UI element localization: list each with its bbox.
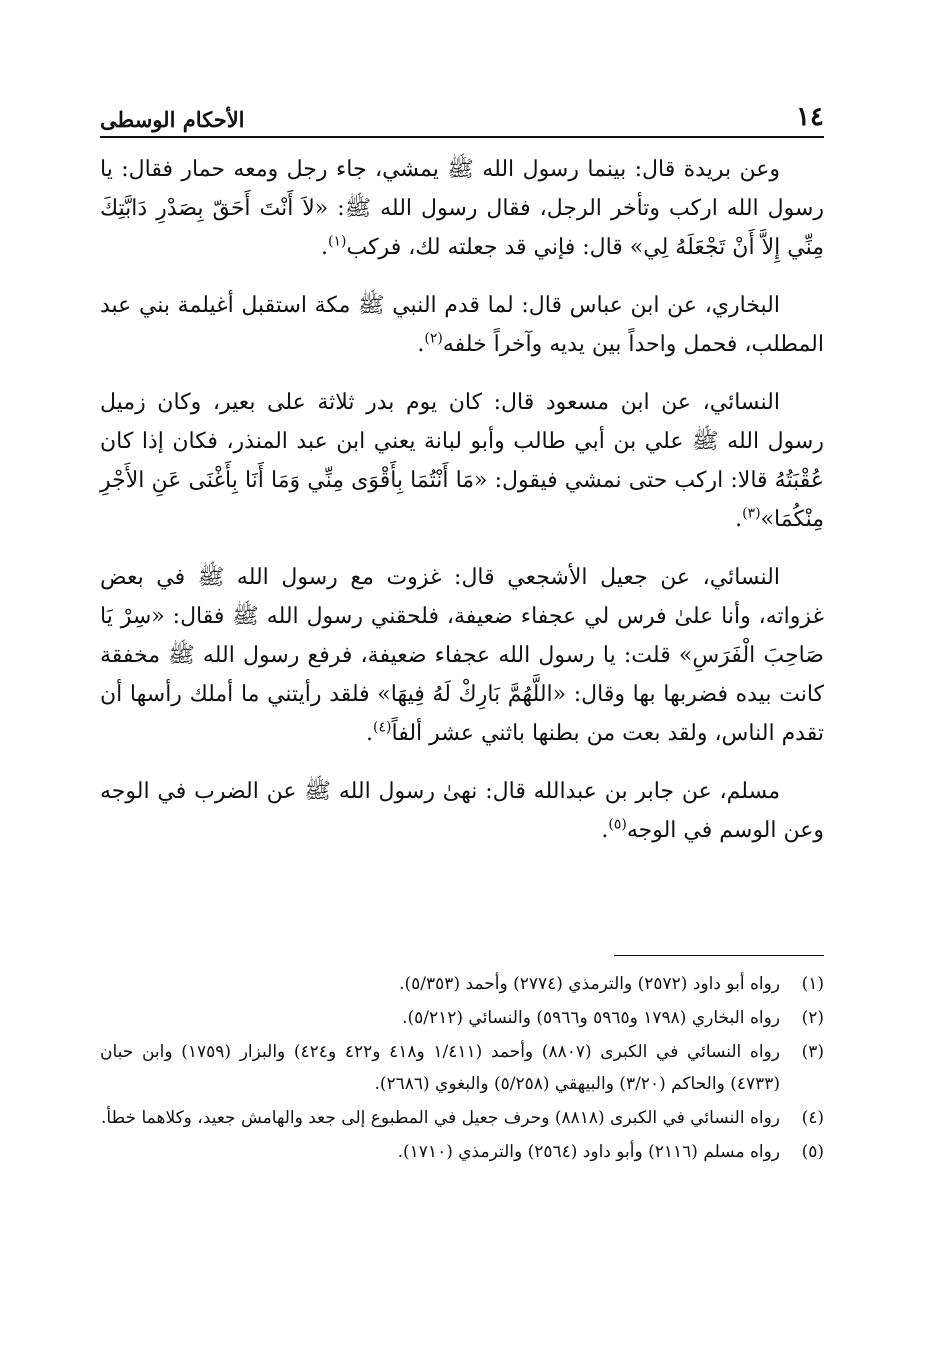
footnote-number: (٣) — [801, 1042, 824, 1062]
footnote-text: رواه البخاري (١٧٩٨ و٥٩٦٥ و٥٩٦٦) والنسائي (٥/٢١٢). — [402, 1008, 780, 1028]
paragraph — [100, 772, 824, 850]
paragraph-text: مسلم، عن جابر بن عبدالله قال: نهىٰ رسول الله ﷺ عن الضرب في الوجه وعن الوسم في الوجه — [100, 779, 824, 843]
footnote-reference: (٥) — [608, 816, 627, 833]
running-header — [100, 90, 824, 132]
footnotes — [100, 968, 824, 1170]
footnote — [100, 968, 824, 1000]
footnote-reference: (١) — [328, 233, 347, 250]
paragraph-end: . — [735, 507, 743, 532]
body-text — [100, 150, 824, 869]
footnote-reference: (٤) — [373, 719, 392, 736]
footnote — [100, 1036, 824, 1100]
paragraph — [100, 383, 824, 539]
paragraph — [100, 150, 824, 267]
header-rule — [100, 136, 824, 138]
paragraph-text: النسائي، عن جعيل الأشجعي قال: غزوت مع رسول الله ﷺ في بعض غزواته، وأنا علىٰ فرس لي عجفاء ضعيفة، فلحقني رسول الله ﷺ فقال: «سِرْ يَا صَاحِبَ الْفَرَسِ» قلت: يا رسول الله عجفاء ضعيفة، فرفع رسول الله ﷺ مخفقة كانت بيده فضربها بها وقال: «اللَّهُمَّ بَارِكْ لَهُ فِيهَا» فلقد رأيتني ما أملك رأسها أن تقدم الناس، ولقد بعت من بطنها باثني عشر ألفاً — [100, 565, 824, 746]
paragraph-text: البخاري، عن ابن عباس قال: لما قدم النبي ﷺ مكة استقبل أغيلمة بني عبد المطلب، فحمل واحداً بين يديه وآخراً خلفه — [100, 293, 824, 357]
paragraph-end: . — [366, 721, 374, 746]
footnote-reference: (٣) — [742, 505, 761, 522]
page-number: ١٤ — [796, 102, 824, 132]
footnote — [100, 1002, 824, 1034]
paragraph — [100, 558, 824, 753]
paragraph-end: . — [417, 332, 425, 357]
footnote — [100, 1102, 824, 1134]
footnote-separator — [614, 955, 824, 956]
paragraph — [100, 286, 824, 364]
footnote-text: رواه النسائي في الكبرى (٨٨٠٧) وأحمد (١/٤١١ و٤١٨ و٤٢٢ و٤٢٤) والبزار (١٧٥٩) وابن حبان (٤٧٣٣) والحاكم (٣/٢٠) والبيهقي (٥/٢٥٨) والبغوي (٢٦٨٦). — [100, 1042, 780, 1094]
footnote-reference: (٢) — [424, 330, 443, 347]
paragraph-text: وعن بريدة قال: بينما رسول الله ﷺ يمشي، جاء رجل ومعه حمار فقال: يا رسول الله اركب وتأخر الرجل، فقال رسول الله ﷺ: «لاَ أَنْتَ أَحَقّ بِصَدْرِ دَابَّتِكَ مِنِّي إِلاَّ أَنْ تَجْعَلَهُ لِي» قال: فإني قد جعلته لك، فركب — [100, 157, 824, 260]
paragraph-end: . — [601, 818, 609, 843]
footnote-number: (٢) — [801, 1008, 824, 1028]
footnote-text: رواه أبو داود (٢٥٧٢) والترمذي (٢٧٧٤) وأحمد (٥/٣٥٣). — [399, 974, 780, 994]
footnote-text: رواه مسلم (٢١١٦) وأبو داود (٢٥٦٤) والترمذي (١٧١٠). — [397, 1142, 780, 1162]
footnote-number: (٥) — [801, 1142, 824, 1162]
book-title: الأحكام الوسطى — [100, 107, 245, 132]
footnote-number: (١) — [801, 974, 824, 994]
footnote-number: (٤) — [801, 1108, 824, 1128]
paragraph-end: . — [321, 235, 329, 260]
paragraph-text: النسائي، عن ابن مسعود قال: كان يوم بدر ثلاثة على بعير، وكان زميل رسول الله ﷺ علي بن أبي طالب وأبو لبانة يعني ابن عبد المنذر، فكان إذا كان عُقْبَتُهُ قالا: اركب حتى نمشي فيقول: «مَا أَنْتُمَا بِأَقْوَى مِنِّي وَمَا أَنَا بِأَغْنَى عَنِ الأَجْرِ مِنْكُمَا» — [100, 390, 824, 532]
footnote — [100, 1136, 824, 1168]
footnote-text: رواه النسائي في الكبرى (٨٨١٨) وحرف جعيل في المطبوع إلى جعد والهامش جعيد، وكلاهما خطأ. — [101, 1108, 780, 1128]
